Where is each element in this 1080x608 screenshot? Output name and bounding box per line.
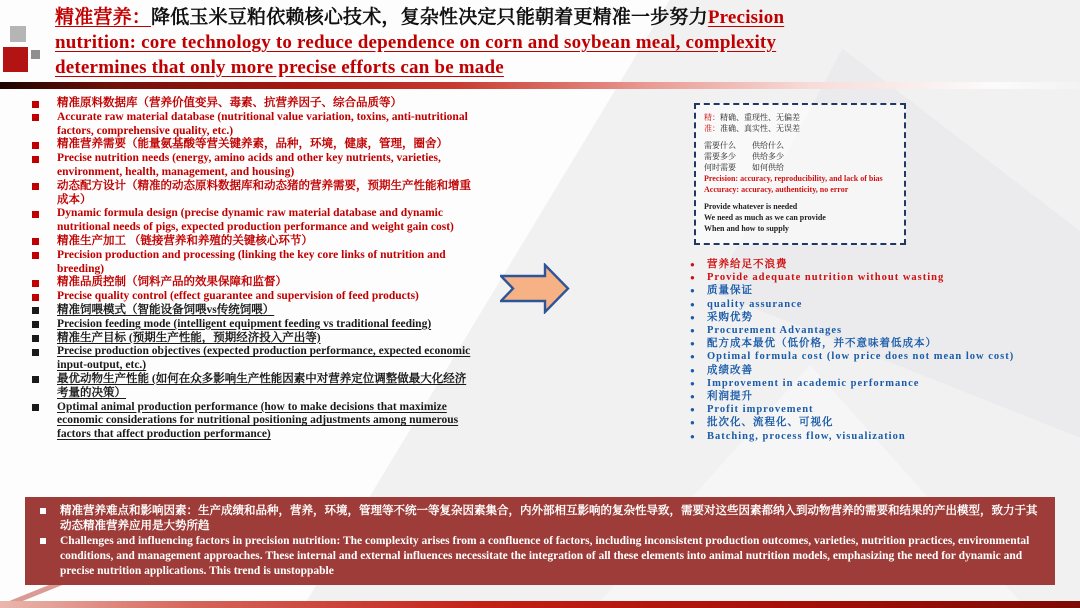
definition-text: 准确、真实性、无误差 (720, 124, 800, 133)
supply-line: When and how to supply (704, 224, 789, 233)
list-item: Challenges and influencing factors in precision nutrition: The complexity arises from a confluence of factors, including inconsistent production outcomes, varieties, nutrition practices, environmental conditions, and management approaches. These internal and external influences necessitate the integration of all these elements into animal nutrition models, emphasizing the need for dynamic and precise nutrition applications. This trend is unstoppable (37, 534, 1043, 579)
decor-square-gray (10, 26, 26, 42)
list-item: Accurate raw material database (nutritional value variation, toxins, anti-nutritional factors, comprehensive quality, etc.) (30, 111, 472, 139)
definition-line-en: Accuracy: accuracy, authenticity, no error (704, 185, 849, 194)
footer-note-box (25, 497, 1055, 585)
list-item: Precise nutrition needs (energy, amino acids and other key nutrients, varieties, environment, health, management, and housing) (30, 152, 472, 180)
list-item: 精准生产加工 （链接营养和养殖的关键核心环节） (30, 235, 472, 249)
decor-square-gray-small (31, 50, 40, 59)
list-item: 最优动物生产性能 (如何在众多影响生产性能因素中对营养定位调整做最大化经济考量的决策） (30, 373, 472, 401)
list-item: 精准营养难点和影响因素：生产成绩和品种，营养，环境，管理等不统一等复杂因素集合，内外部相互影响的复杂性导致，需要对这些因素都纳入到动物营养的需要和结果的产出模型，致力于其动态精准营养应用是大势所趋 (37, 504, 1043, 534)
definition-term: 准： (704, 124, 720, 133)
title-en: Precision nutrition: core technology to reduce dependence on corn and soybean meal, complexity determines that only more precise efforts can be made (55, 7, 785, 78)
definition-line-en: Precision: accuracy, reproducibility, and lack of bias (704, 174, 883, 183)
supply-line: We need as much as we can provide (704, 213, 826, 222)
list-item: ● Provide adequate nutrition without wasting (688, 271, 1066, 284)
list-item: Precision production and processing (linking the key core links of nutrition and breeding) (30, 249, 472, 277)
bottom-gradient-bar (0, 601, 1080, 608)
definition-line (704, 112, 896, 123)
list-item: ● 营养给足不浪费 (688, 258, 1066, 271)
title-zh-prefix: 精准营养： (55, 7, 152, 28)
list-item: ● Optimal formula cost (low price does not mean low cost) (688, 350, 1066, 363)
list-item: ● 配方成本最优（低价格，并不意味着低成本） (688, 337, 1066, 350)
list-item: 动态配方设计（精准的动态原料数据库和动态猪的营养需要，预期生产性能和增重成本） (30, 180, 472, 208)
list-item: ● Batching, process flow, visualization (688, 430, 1066, 443)
right-arrow-icon (500, 263, 570, 314)
definition-box (694, 103, 906, 245)
list-item: ● 批次化、流程化、可视化 (688, 416, 1066, 429)
decor-square-red (3, 47, 28, 72)
list-item: 精准原料数据库（营养价值变异、毒素、抗营养因子、综合品质等） (30, 97, 472, 111)
list-item: 精准生产目标 (预期生产性能，预期经济投入产出等) (30, 332, 472, 346)
definition-term: 精： (704, 113, 720, 122)
definition-line (704, 123, 896, 134)
list-item: ● Profit improvement (688, 403, 1066, 416)
list-item: ● Procurement Advantages (688, 324, 1066, 337)
title-divider-bar (0, 82, 1080, 89)
qa-line: 需要多少 供给多少 (704, 152, 784, 161)
definition-text: 精确、重现性、无偏差 (720, 113, 800, 122)
list-item: 精准品质控制（饲料产品的效果保障和监督） (30, 276, 472, 290)
list-item: Precise quality control (effect guarantee and supervision of feed products) (30, 290, 472, 304)
list-item: ● 成绩改善 (688, 364, 1066, 377)
list-item: Precision feeding mode (intelligent equipment feeding vs traditional feeding) (30, 318, 472, 332)
list-item: ● 采购优势 (688, 311, 1066, 324)
list-item: ● 质量保证 (688, 284, 1066, 297)
list-item: Precise production objectives (expected production performance, expected economic input-output, etc.) (30, 345, 472, 373)
page-title (55, 5, 830, 80)
title-zh-rest: 降低玉米豆粕依赖核心技术，复杂性决定只能朝着更精准一步努力 (151, 7, 708, 28)
qa-line: 需要什么 供给什么 (704, 141, 784, 150)
list-item: Optimal animal production performance (how to make decisions that maximize economic considerations for nutritional positioning adjustments among numerous factors that affect production performance) (30, 401, 472, 442)
list-item: ● Improvement in academic performance (688, 377, 1066, 390)
left-bullet-list (30, 97, 472, 442)
benefits-bullet-list (688, 258, 1066, 443)
list-item: 精准饲喂模式（智能设备饲喂vs传统饲喂） (30, 304, 472, 318)
footer-bullet-list (37, 504, 1043, 579)
list-item: 精准营养需要（能量氨基酸等营关键养素，品种，环境，健康，管理，圈舍） (30, 138, 472, 152)
qa-line: 何时需要 如何供给 (704, 163, 784, 172)
list-item: Dynamic formula design (precise dynamic raw material database and dynamic nutritional needs of pigs, expected production performance and weight gain cost) (30, 207, 472, 235)
list-item: ● 利润提升 (688, 390, 1066, 403)
supply-line: Provide whatever is needed (704, 202, 798, 211)
list-item: ● quality assurance (688, 298, 1066, 311)
